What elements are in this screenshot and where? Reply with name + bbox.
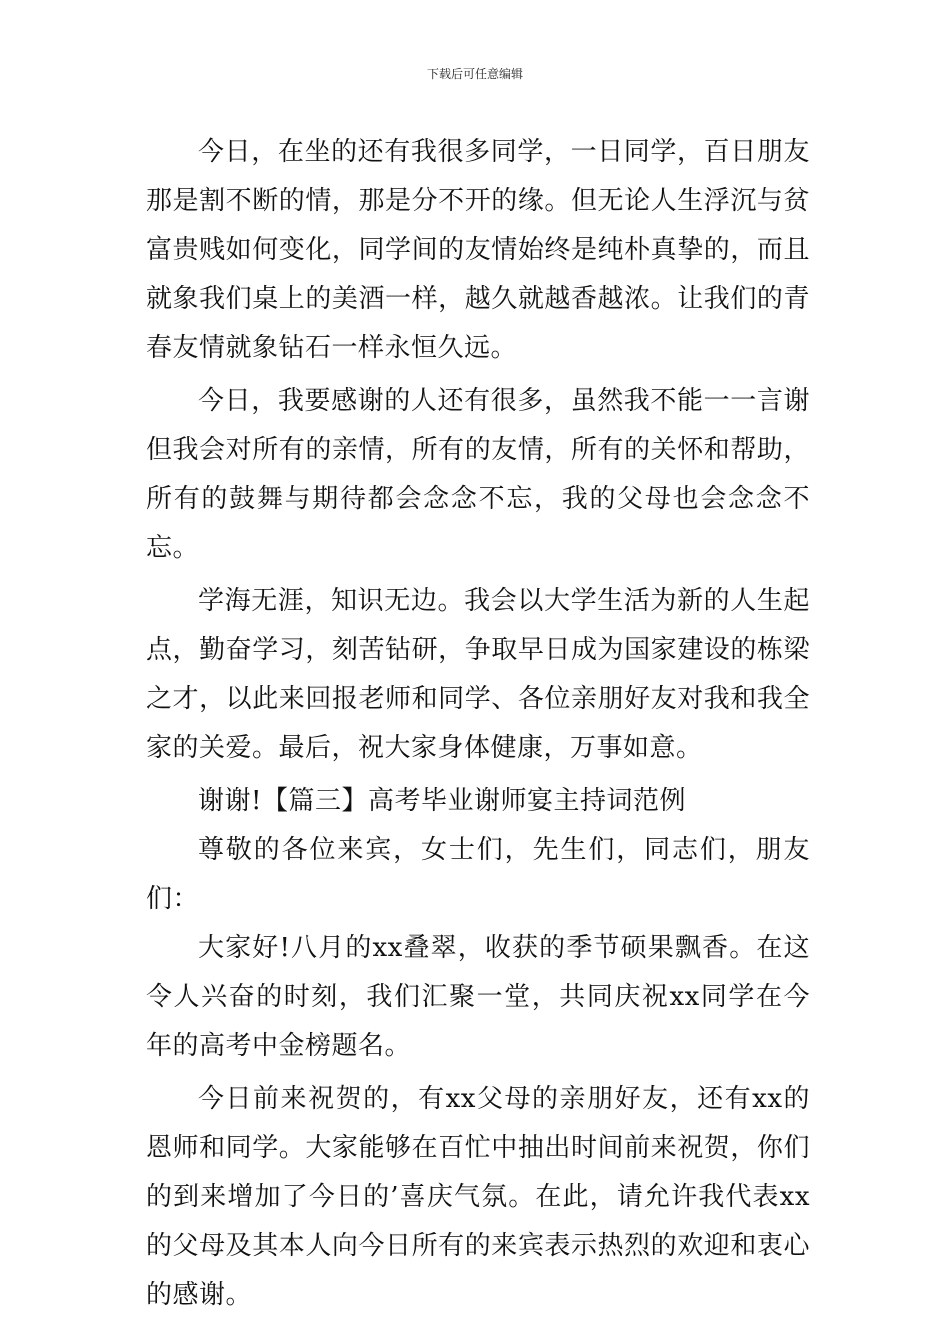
document-body <box>146 128 810 1324</box>
paragraph-study: 学海无涯，知识无边。我会以大学生活为新的人生起点，勤奋学习，刻苦钻研，争取早日成为国家建设的栋梁之才，以此来回报老师和同学、各位亲朋好友对我和我全家的关爱。最后，祝大家身体健康，万事如意。 <box>146 586 810 763</box>
paragraph-greeting: 尊敬的各位来宾，女士们，先生们，同志们，朋友们： <box>146 835 810 914</box>
paragraph-section-title: 谢谢!【篇三】高考毕业谢师宴主持词范例 <box>198 786 686 816</box>
paragraph-classmates: 今日，在坐的还有我很多同学，一日同学，百日朋友那是割不断的情，那是分不开的缘。但无论人生浮沉与贫富贵贱如何变化，同学间的友情始终是纯朴真挚的，而且就象我们桌上的美酒一样，越久就越香越浓。让我们的青春友情就象钻石一样永恒久远。 <box>146 137 810 363</box>
paragraph-welcome: 大家好!八月的xx叠翠，收获的季节硕果飘香。在这令人兴奋的时刻，我们汇聚一堂，共同庆祝xx同学在今年的高考中金榜题名。 <box>146 933 810 1061</box>
paragraph-thanks: 今日，我要感谢的人还有很多，虽然我不能一一言谢但我会对所有的亲情，所有的友情，所有的关怀和帮助，所有的鼓舞与期待都会念念不忘，我的父母也会念念不忘。 <box>146 386 810 563</box>
page-header-note: 下载后可任意编辑 <box>426 67 523 81</box>
paragraph-guests: 今日前来祝贺的，有xx父母的亲朋好友，还有xx的恩师和同学。大家能够在百忙中抽出时间前来祝贺，你们的到来增加了今日的’喜庆气氛。在此，请允许我代表xx的父母及其本人向今日所有的来宾表示热烈的欢迎和衷心的感谢。 <box>146 1084 810 1310</box>
